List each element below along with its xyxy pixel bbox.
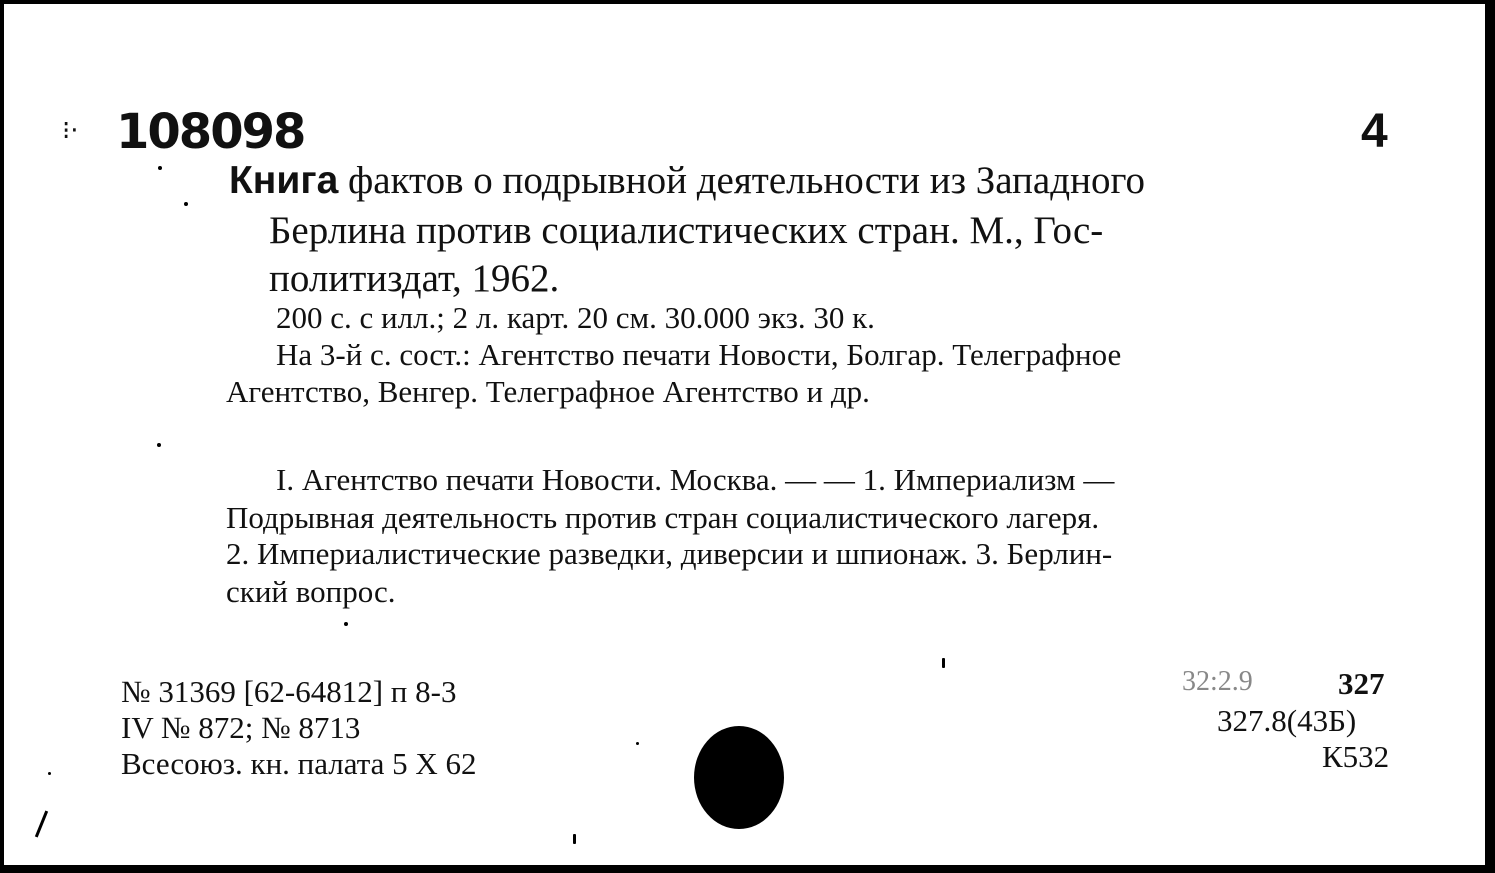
section-number: 4	[1361, 105, 1388, 158]
punch-hole	[694, 726, 784, 829]
speck-4	[344, 622, 348, 626]
speck-7	[573, 834, 576, 844]
entry-line-2: Берлина против социалистических стран. М., Гос-	[269, 209, 1104, 252]
accession-number: 108098	[116, 104, 305, 160]
speck-1	[158, 166, 162, 170]
subject-line-3: 2. Империалистические разведки, диверсии и шпионаж. 3. Берлин-	[226, 536, 1113, 571]
speck-8	[48, 772, 51, 775]
subject-line-4: ский вопрос.	[226, 574, 396, 609]
faded-class-mark: 32:2.9	[1182, 666, 1253, 697]
speck-5	[636, 742, 639, 745]
speck-2	[184, 202, 188, 206]
class-number: 327	[1338, 666, 1385, 701]
footer-line-1: № 31369 [62-64812] п 8-3	[121, 674, 457, 709]
class-number-full: 327.8(43Б)	[1217, 703, 1357, 738]
margin-marks: ⁝·	[62, 116, 79, 146]
author-mark: К532	[1322, 739, 1390, 774]
speck-3	[157, 443, 161, 447]
entry-title-word: Книга	[229, 159, 339, 202]
entry-title-rest: фактов о подрывной деятельности из Западного	[338, 159, 1145, 202]
note-line-1: На 3-й с. сост.: Агентство печати Новости, Болгар. Телеграфное	[276, 337, 1122, 372]
physical-description: 200 с. с илл.; 2 л. карт. 20 см. 30.000 экз. 30 к.	[276, 300, 875, 335]
footer-line-3: Всесоюз. кн. палата 5 Х 62	[121, 746, 477, 781]
subject-line-1: I. Агентство печати Новости. Москва. — — 1. Империализм —	[276, 462, 1115, 497]
entry-line-3: политиздат, 1962.	[269, 257, 560, 300]
footer-line-2: IV № 872; № 8713	[121, 710, 361, 745]
note-line-2: Агентство, Венгер. Телеграфное Агентство и др.	[226, 374, 870, 409]
speck-6	[942, 658, 945, 668]
slash-mark	[35, 810, 48, 837]
subject-line-2: Подрывная деятельность против стран социалистического лагеря.	[226, 500, 1100, 535]
entry-line-1	[229, 158, 1145, 203]
